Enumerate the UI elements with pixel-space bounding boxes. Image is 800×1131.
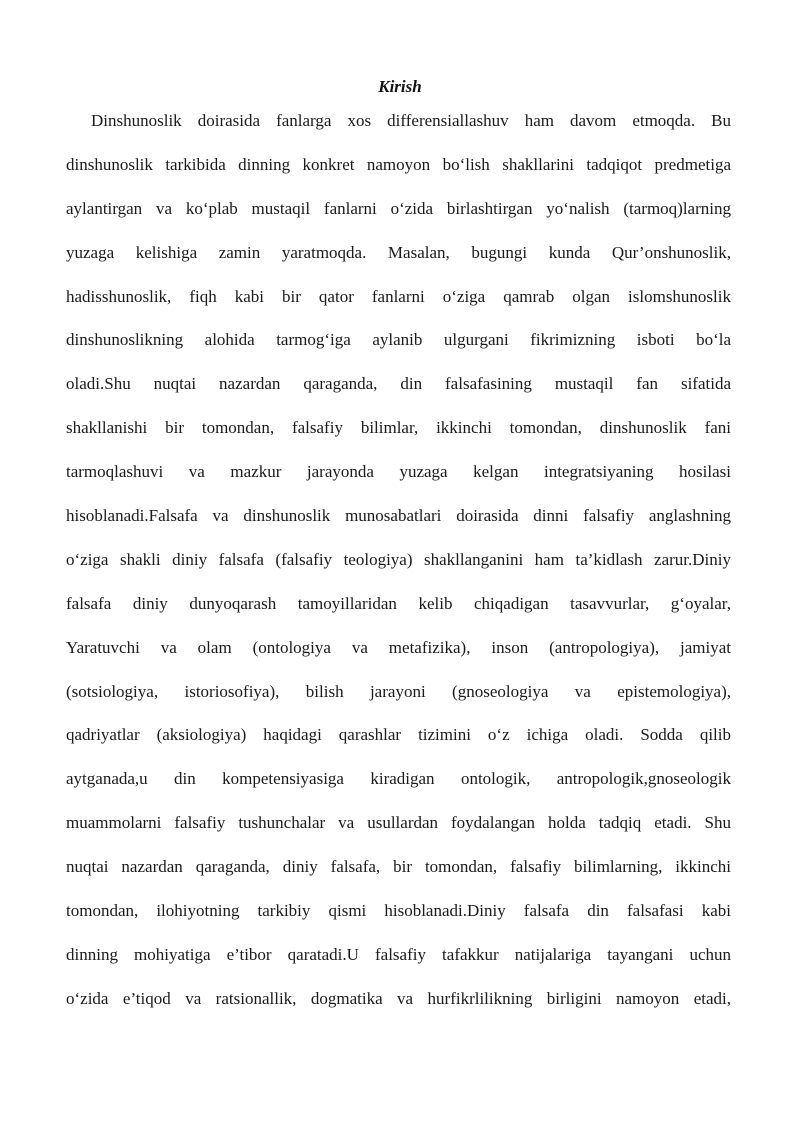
text-line: dinshunoslikning alohida tarmog‘iga aylanib ulgurgani fikrimizning isboti bo‘la bbox=[66, 330, 731, 350]
text-line: dinshunoslik tarkibida dinning konkret namoyon bo‘lish shakllarini tadqiqot predmetiga bbox=[66, 154, 731, 174]
text-line: Yaratuvchi va olam (ontologiya va metafizika), inson (antropologiya), jamiyat bbox=[66, 637, 731, 657]
body-paragraph bbox=[66, 108, 731, 1030]
text-line: (sotsiologiya, istoriosofiya), bilish jarayoni (gnoseologiya va epistemologiya), bbox=[66, 681, 731, 701]
text-line: hisoblanadi.Falsafa va dinshunoslik munosabatlari doirasida dinni falsafiy anglashning bbox=[66, 506, 731, 526]
text-line: qadriyatlar (aksiologiya) haqidagi qarashlar tizimini o‘z ichiga oladi. Sodda qilib bbox=[66, 725, 731, 745]
text-line: tarmoqlashuvi va mazkur jarayonda yuzaga kelgan integratsiyaning hosilasi bbox=[66, 462, 731, 482]
text-line: yuzaga kelishiga zamin yaratmoqda. Masalan, bugungi kunda Qur’onshunoslik, bbox=[66, 242, 731, 262]
text-line: o‘zida e’tiqod va ratsionallik, dogmatika va hurfikrlilikning birligini namoyon etadi, bbox=[66, 988, 731, 1008]
text-line: dinning mohiyatiga e’tibor qaratadi.U falsafiy tafakkur natijalariga tayangani uchun bbox=[66, 944, 731, 964]
text-line: nuqtai nazardan qaraganda, diniy falsafa, bir tomondan, falsafiy bilimlarning, ikkinchi bbox=[66, 857, 731, 877]
text-line: shakllanishi bir tomondan, falsafiy bilimlar, ikkinchi tomondan, dinshunoslik fani bbox=[66, 418, 731, 438]
text-line: hadisshunoslik, fiqh kabi bir qator fanlarni o‘ziga qamrab olgan islomshunoslik bbox=[66, 286, 731, 306]
text-line: muammolarni falsafiy tushunchalar va usullardan foydalangan holda tadqiq etadi. Shu bbox=[66, 813, 731, 833]
text-line: oladi.Shu nuqtai nazardan qaraganda, din falsafasining mustaqil fan sifatida bbox=[66, 374, 731, 394]
text-line: aytganada,u din kompetensiyasiga kiradigan ontologik, antropologik,gnoseologik bbox=[66, 769, 731, 789]
text-line: o‘ziga shakli diniy falsafa (falsafiy teologiya) shakllanganini ham ta’kidlash zarur.Diniy bbox=[66, 549, 731, 569]
text-line: Dinshunoslik doirasida fanlarga xos differensiallashuv ham davom etmoqda. Bu bbox=[91, 111, 731, 130]
text-line: falsafa diniy dunyoqarash tamoyillaridan kelib chiqadigan tasavvurlar, g‘oyalar, bbox=[66, 593, 731, 613]
text-line: aylantirgan va ko‘plab mustaqil fanlarni o‘zida birlashtirgan yo‘nalish (tarmoq)larning bbox=[66, 198, 731, 218]
section-heading: Kirish bbox=[378, 77, 422, 96]
text-line: tomondan, ilohiyotning tarkibiy qismi hisoblanadi.Diniy falsafa din falsafasi kabi bbox=[66, 901, 731, 921]
